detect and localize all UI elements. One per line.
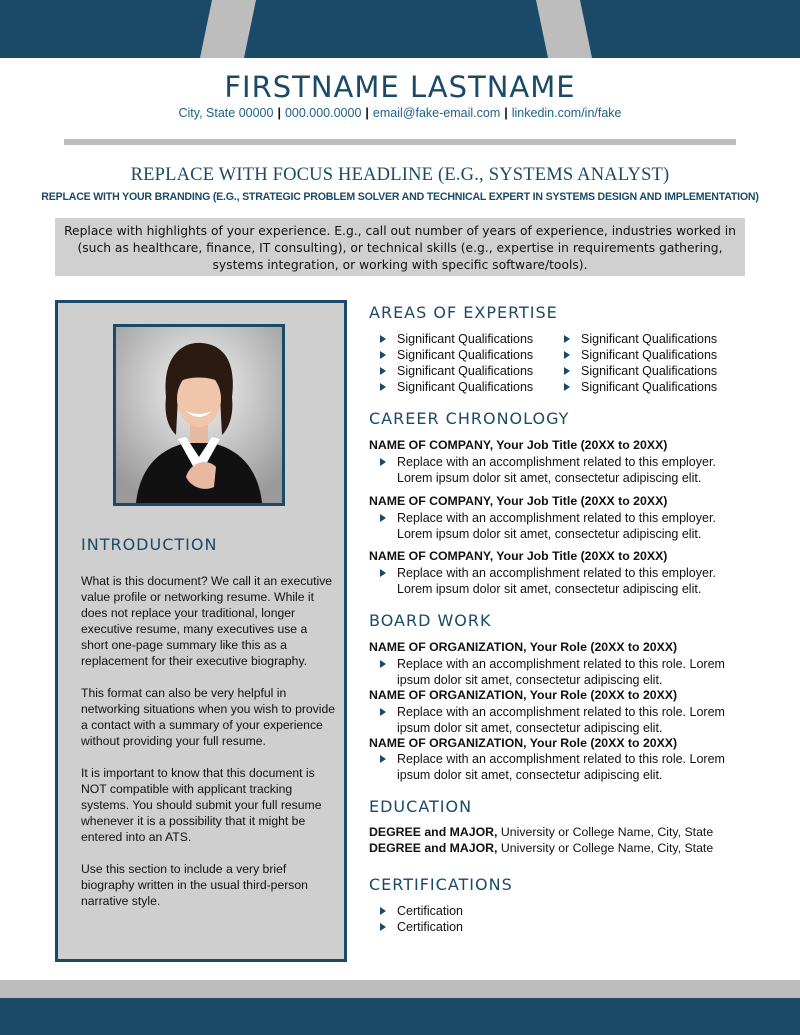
description-line: ipsum dolor sit amet, consectetur adipiscing elit. <box>397 673 663 687</box>
candidate-name: FIRSTNAME LASTNAME <box>224 70 576 104</box>
board-entry-description <box>369 704 749 736</box>
career-entry-heading: NAME OF COMPANY, Your Job Title (20XX to 20XX) <box>369 549 668 563</box>
contact-phone: 000.000.0000 <box>284 106 362 120</box>
description-line: ipsum dolor sit amet, consectetur adipiscing elit. <box>397 768 663 782</box>
career-entry-description <box>369 565 749 597</box>
contact-email[interactable]: email@fake-email.com <box>372 106 501 120</box>
description-line: Lorem ipsum dolor sit amet, consectetur adipiscing elit. <box>397 582 702 596</box>
expertise-list-right <box>553 331 753 395</box>
contact-location: City, State 00000 <box>178 106 274 120</box>
board-entry-heading: NAME OF ORGANIZATION, Your Role (20XX to 20XX) <box>369 736 678 750</box>
expertise-item: Significant Qualifications <box>369 347 559 363</box>
board-entry-description <box>369 656 749 688</box>
description-line: Replace with an accomplishment related to this role. Lorem <box>397 657 725 671</box>
description-line: Replace with an accomplishment related to this role. Lorem <box>397 705 725 719</box>
board-entry-heading: NAME OF ORGANIZATION, Your Role (20XX to 20XX) <box>369 640 678 654</box>
bullet-arrow-icon <box>380 660 386 668</box>
expertise-item: Significant Qualifications <box>553 379 753 395</box>
contact-separator: | <box>504 106 508 120</box>
summary-line: Replace with highlights of your experience. E.g., call out number of years of experience, industries worked in <box>64 224 736 238</box>
expertise-item: Significant Qualifications <box>369 363 559 379</box>
board-entry-heading: NAME OF ORGANIZATION, Your Role (20XX to 20XX) <box>369 688 678 702</box>
description-line: Lorem ipsum dolor sit amet, consectetur adipiscing elit. <box>397 527 702 541</box>
description-line: Replace with an accomplishment related to this employer. <box>397 566 716 580</box>
career-entry-heading: NAME OF COMPANY, Your Job Title (20XX to 20XX) <box>369 494 668 508</box>
summary-box <box>55 218 745 276</box>
header-divider <box>64 139 736 145</box>
bullet-arrow-icon <box>380 569 386 577</box>
portrait-icon <box>116 327 282 503</box>
top-banner <box>0 0 800 58</box>
bullet-arrow-icon <box>380 708 386 716</box>
introduction-body <box>81 573 337 925</box>
expertise-item: Significant Qualifications <box>553 363 753 379</box>
expertise-item: Significant Qualifications <box>553 331 753 347</box>
contact-line <box>0 106 800 120</box>
expertise-item: Significant Qualifications <box>369 331 559 347</box>
description-line: Replace with an accomplishment related to this employer. <box>397 455 716 469</box>
education-degree: DEGREE and MAJOR, <box>369 841 498 855</box>
career-title: CAREER CHRONOLOGY <box>369 409 570 428</box>
contact-linkedin[interactable]: linkedin.com/in/fake <box>511 106 622 120</box>
profile-photo <box>113 324 285 506</box>
expertise-list-left <box>369 331 559 395</box>
education-title: EDUCATION <box>369 797 473 816</box>
board-title: BOARD WORK <box>369 611 492 630</box>
introduction-title: INTRODUCTION <box>81 535 218 554</box>
certification-item: Certification <box>369 903 669 919</box>
footer-accent <box>0 980 800 998</box>
description-line: Lorem ipsum dolor sit amet, consectetur adipiscing elit. <box>397 471 702 485</box>
expertise-title: AREAS OF EXPERTISE <box>369 303 558 322</box>
description-line: Replace with an accomplishment related to this employer. <box>397 511 716 525</box>
certification-item: Certification <box>369 919 669 935</box>
career-entry-description <box>369 454 749 486</box>
education-entry <box>369 841 713 855</box>
bullet-arrow-icon <box>380 755 386 763</box>
contact-separator: | <box>365 106 369 120</box>
branding-line: REPLACE WITH YOUR BRANDING (E.G., STRATEGIC PROBLEM SOLVER AND TECHNICAL EXPERT IN SYSTEMS DESIGN AND IMPLEMENTATION) <box>41 191 759 203</box>
board-entry-description <box>369 751 749 783</box>
introduction-panel <box>55 300 347 962</box>
description-line: ipsum dolor sit amet, consectetur adipiscing elit. <box>397 721 663 735</box>
summary-line: systems integration, or working with specific software/tools). <box>212 258 588 272</box>
description-line: Replace with an accomplishment related to this role. Lorem <box>397 752 725 766</box>
certifications-list <box>369 903 669 935</box>
footer-banner <box>0 998 800 1035</box>
introduction-paragraph: This format can also be very helpful in networking situations when you wish to provide a contact with a summary of your experience without providing your full resume. <box>81 686 336 748</box>
introduction-paragraph: It is important to know that this document is NOT compatible with applicant tracking systems. You should submit your full resume whenever it is a possibility that it might be entered into an ATS. <box>81 766 322 844</box>
bullet-arrow-icon <box>380 514 386 522</box>
introduction-paragraph: Use this section to include a very brief biography written in the usual third-person narrative style. <box>81 862 308 908</box>
expertise-item: Significant Qualifications <box>369 379 559 395</box>
focus-headline: REPLACE WITH FOCUS HEADLINE (E.G., SYSTEMS ANALYST) <box>130 165 670 185</box>
education-school: University or College Name, City, State <box>500 841 714 855</box>
certifications-title: CERTIFICATIONS <box>369 875 513 894</box>
bullet-arrow-icon <box>380 458 386 466</box>
education-school: University or College Name, City, State <box>500 825 714 839</box>
career-entry-heading: NAME OF COMPANY, Your Job Title (20XX to 20XX) <box>369 438 668 452</box>
introduction-paragraph: What is this document? We call it an executive value profile or networking resume. While it does not replace your traditional, longer executive resume, many executives use a short one-page summary like this as a replacement for their executive biography. <box>81 574 333 668</box>
education-degree: DEGREE and MAJOR, <box>369 825 498 839</box>
contact-separator: | <box>277 106 281 120</box>
education-entry <box>369 825 713 839</box>
career-entry-description <box>369 510 749 542</box>
summary-line: (such as healthcare, finance, IT consulting), or technical skills (e.g., expertise in requirements gathering, <box>77 241 723 255</box>
expertise-item: Significant Qualifications <box>553 347 753 363</box>
